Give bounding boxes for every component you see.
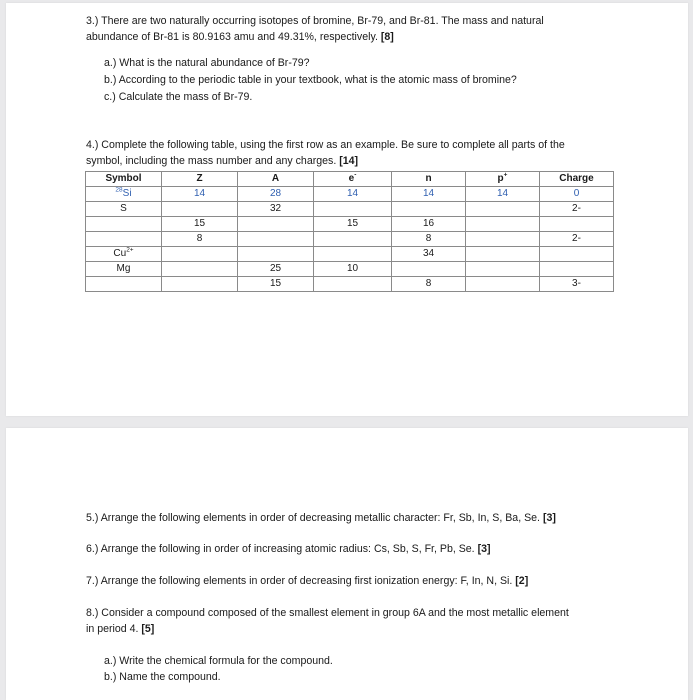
cell-symbol: [86, 277, 162, 292]
q7: [86, 573, 528, 589]
header-e: [314, 172, 392, 187]
cell-e: 10: [314, 262, 392, 277]
table-row: [86, 187, 614, 202]
cell-charge: 0: [540, 187, 614, 202]
cell-symbol: [86, 232, 162, 247]
cell-e: 15: [314, 217, 392, 232]
q6-text: 6.) Arrange the following in order of increasing atomic radius: Cs, Sb, S, Fr, Pb, Se.: [86, 543, 475, 555]
cell-symbol: [86, 247, 162, 262]
q7-text: 7.) Arrange the following elements in order of decreasing first ionization energy: F, In, N, Si.: [86, 575, 513, 587]
cell-z: 14: [162, 187, 238, 202]
q4-line1: 4.) Complete the following table, using the first row as an example. Be sure to complete all parts of the: [86, 139, 565, 151]
cell-z: 15: [162, 217, 238, 232]
q8-line2-text: in period 4.: [86, 623, 139, 635]
cell-charge: [540, 262, 614, 277]
table-row: [86, 232, 614, 247]
q5: [86, 510, 556, 526]
header-symbol: Symbol: [86, 172, 162, 187]
page-1: [6, 3, 688, 416]
cell-a: 25: [238, 262, 314, 277]
q8-a: a.) Write the chemical formula for the compound.: [104, 655, 333, 667]
cell-z: [162, 262, 238, 277]
cell-a: [238, 247, 314, 262]
q8-line2: [86, 621, 154, 637]
cell-n: 8: [392, 232, 466, 247]
symbol-mass-sup: 28: [115, 186, 123, 194]
cell-z: [162, 202, 238, 217]
table-row: [86, 277, 614, 292]
q3-points: [8]: [380, 31, 394, 43]
q4-line2: [86, 153, 358, 169]
cell-charge: 2-: [540, 232, 614, 247]
cell-symbol: [86, 187, 162, 202]
cell-a: 32: [238, 202, 314, 217]
cell-p: [466, 277, 540, 292]
cell-e: [314, 247, 392, 262]
q8-line1: 8.) Consider a compound composed of the smallest element in group 6A and the most metallic element: [86, 607, 569, 619]
cell-symbol: S: [86, 202, 162, 217]
header-e-sup: -: [354, 171, 357, 179]
cell-p: 14: [466, 187, 540, 202]
cell-n: 16: [392, 217, 466, 232]
table-row: [86, 262, 614, 277]
cell-n: 14: [392, 187, 466, 202]
q3-b: b.) According to the periodic table in your textbook, what is the atomic mass of bromine?: [104, 74, 517, 86]
cell-symbol: Mg: [86, 262, 162, 277]
isotope-table: [85, 171, 614, 292]
symbol-text: Cu: [113, 248, 127, 259]
q4-line2-text: symbol, including the mass number and any charges.: [86, 155, 337, 167]
header-e-base: e: [348, 173, 355, 184]
table-row: [86, 247, 614, 262]
cell-p: [466, 232, 540, 247]
cell-z: 8: [162, 232, 238, 247]
cell-p: [466, 217, 540, 232]
cell-a: [238, 232, 314, 247]
cell-n: 8: [392, 277, 466, 292]
q3-line2: [86, 29, 394, 45]
cell-z: [162, 277, 238, 292]
header-a: A: [238, 172, 314, 187]
cell-charge: [540, 217, 614, 232]
cell-a: 28: [238, 187, 314, 202]
cell-n: 34: [392, 247, 466, 262]
cell-charge: 2-: [540, 202, 614, 217]
q5-text: 5.) Arrange the following elements in order of decreasing metallic character: Fr, Sb, In, S, Ba, Se.: [86, 512, 540, 524]
cell-p: [466, 247, 540, 262]
header-charge: Charge: [540, 172, 614, 187]
cell-e: [314, 232, 392, 247]
cell-e: [314, 277, 392, 292]
header-p: [466, 172, 540, 187]
cell-charge: [540, 247, 614, 262]
q4-points: [14]: [339, 155, 359, 167]
cell-a: [238, 217, 314, 232]
header-p-base: p: [497, 173, 504, 184]
q3-c: c.) Calculate the mass of Br-79.: [104, 91, 253, 103]
page-2: [6, 428, 688, 700]
table-header-row: [86, 172, 614, 187]
q3-line2-text: abundance of Br-81 is 80.9163 amu and 49.31%, respectively.: [86, 31, 378, 43]
cell-a: 15: [238, 277, 314, 292]
header-p-sup: +: [503, 171, 508, 179]
cell-charge: 3-: [540, 277, 614, 292]
cell-n: [392, 262, 466, 277]
symbol-text: Si: [122, 188, 132, 199]
cell-e: [314, 202, 392, 217]
q3-line1: 3.) There are two naturally occurring isotopes of bromine, Br-79, and Br-81. The mass and natural: [86, 15, 544, 27]
table-row: [86, 202, 614, 217]
symbol-charge-sup: 2+: [126, 246, 134, 254]
cell-symbol: [86, 217, 162, 232]
cell-e: 14: [314, 187, 392, 202]
header-z: Z: [162, 172, 238, 187]
cell-z: [162, 247, 238, 262]
q7-points: [2]: [515, 575, 529, 587]
q5-points: [3]: [542, 512, 556, 524]
q3-a: a.) What is the natural abundance of Br-79?: [104, 57, 310, 69]
cell-p: [466, 202, 540, 217]
q8-points: [5]: [141, 623, 155, 635]
cell-p: [466, 262, 540, 277]
q6-points: [3]: [477, 543, 491, 555]
table-row: [86, 217, 614, 232]
cell-n: [392, 202, 466, 217]
q8-b: b.) Name the compound.: [104, 671, 221, 683]
header-n: n: [392, 172, 466, 187]
q6: [86, 541, 491, 557]
